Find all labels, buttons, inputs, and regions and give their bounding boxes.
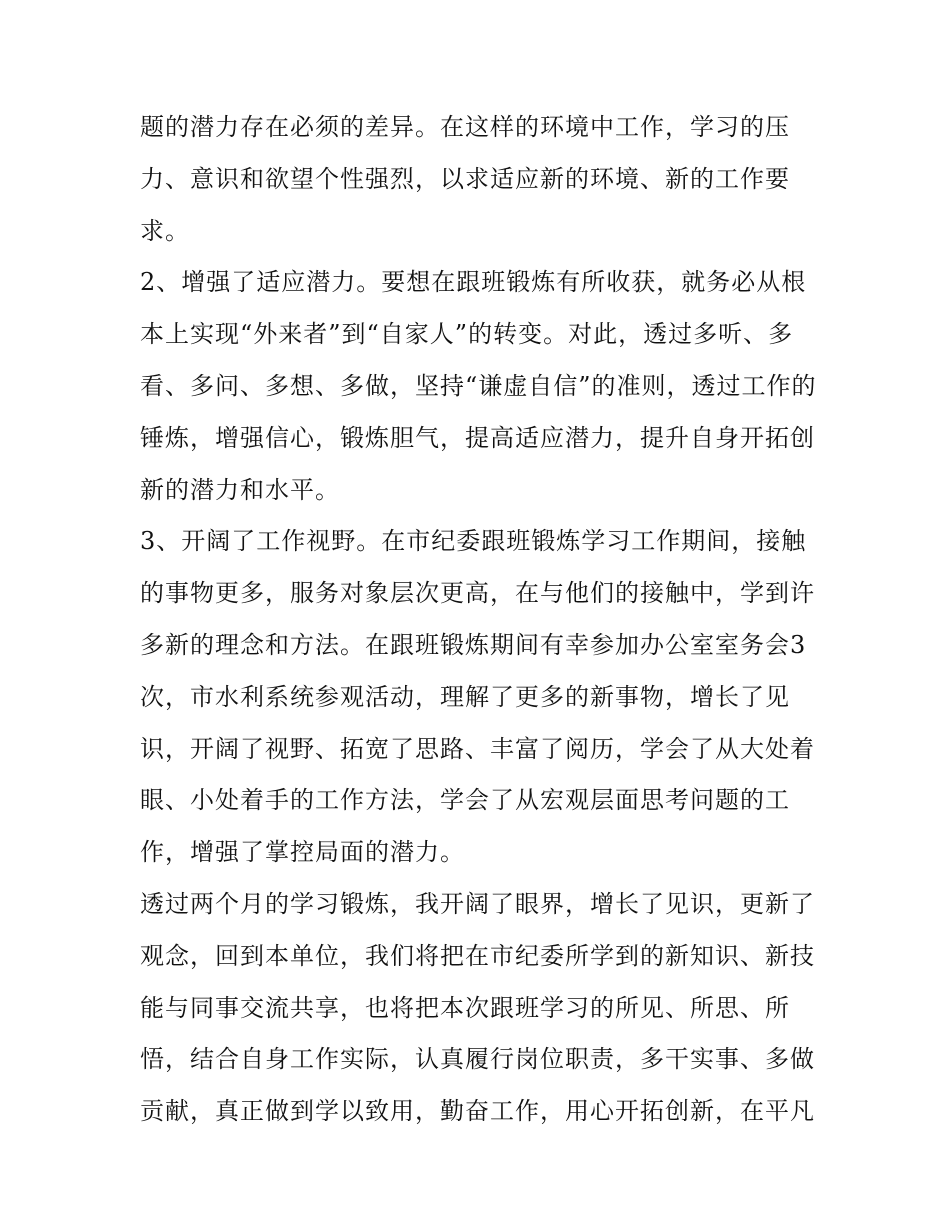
- text-line: 题的潜力存在必须的差异。在这样的环境中工作，学习的压: [140, 113, 790, 141]
- text-line: 贡献，真正做到学以致用，勤奋工作，用心开拓创新，在平凡: [140, 1097, 815, 1126]
- text-line: 的事物更多，服务对象层次更高，在与他们的接触中，学到许: [140, 579, 815, 608]
- document-body: [140, 102, 820, 1138]
- text-line: 本上实现“外来者”到“自家人”的转变。对此，透过多听、多: [140, 320, 794, 349]
- text-line: 求。: [140, 216, 190, 245]
- text-line: 透过两个月的学习锻炼，我开阔了眼界，增长了见识，更新了: [140, 889, 815, 918]
- text-line: 3、开阔了工作视野。在市纪委跟班锻炼学习工作期间，接触: [140, 527, 807, 556]
- text-line: 次，市水利系统参观活动，理解了更多的新事物，增长了见: [140, 682, 790, 711]
- text-line: 作，增强了掌控局面的潜力。: [140, 838, 465, 867]
- text-line: 锤炼，增强信心，锻炼胆气，提高适应潜力，提升自身开拓创: [140, 423, 815, 452]
- text-line: 观念，回到本单位，我们将把在市纪委所学到的新知识、新技: [140, 941, 815, 970]
- text-line: 识，开阔了视野、拓宽了思路、丰富了阅历，学会了从大处着: [140, 734, 815, 763]
- text-line: 力、意识和欲望个性强烈，以求适应新的环境、新的工作要: [140, 164, 790, 193]
- text-line: 能与同事交流共享，也将把本次跟班学习的所见、所思、所: [140, 993, 790, 1022]
- text-line: 新的潜力和水平。: [140, 475, 340, 504]
- text-line: 多新的理念和方法。在跟班锻炼期间有幸参加办公室室务会3: [140, 630, 807, 659]
- text-line: 看、多问、多想、多做，坚持“谦虚自信”的准则，透过工作的: [140, 371, 817, 400]
- text-line: 眼、小处着手的工作方法，学会了从宏观层面思考问题的工: [140, 786, 790, 815]
- text-line: 悟，结合自身工作实际，认真履行岗位职责，多干实事、多做: [140, 1045, 815, 1074]
- text-line: 2、增强了适应潜力。要想在跟班锻炼有所收获，就务必从根: [140, 268, 807, 297]
